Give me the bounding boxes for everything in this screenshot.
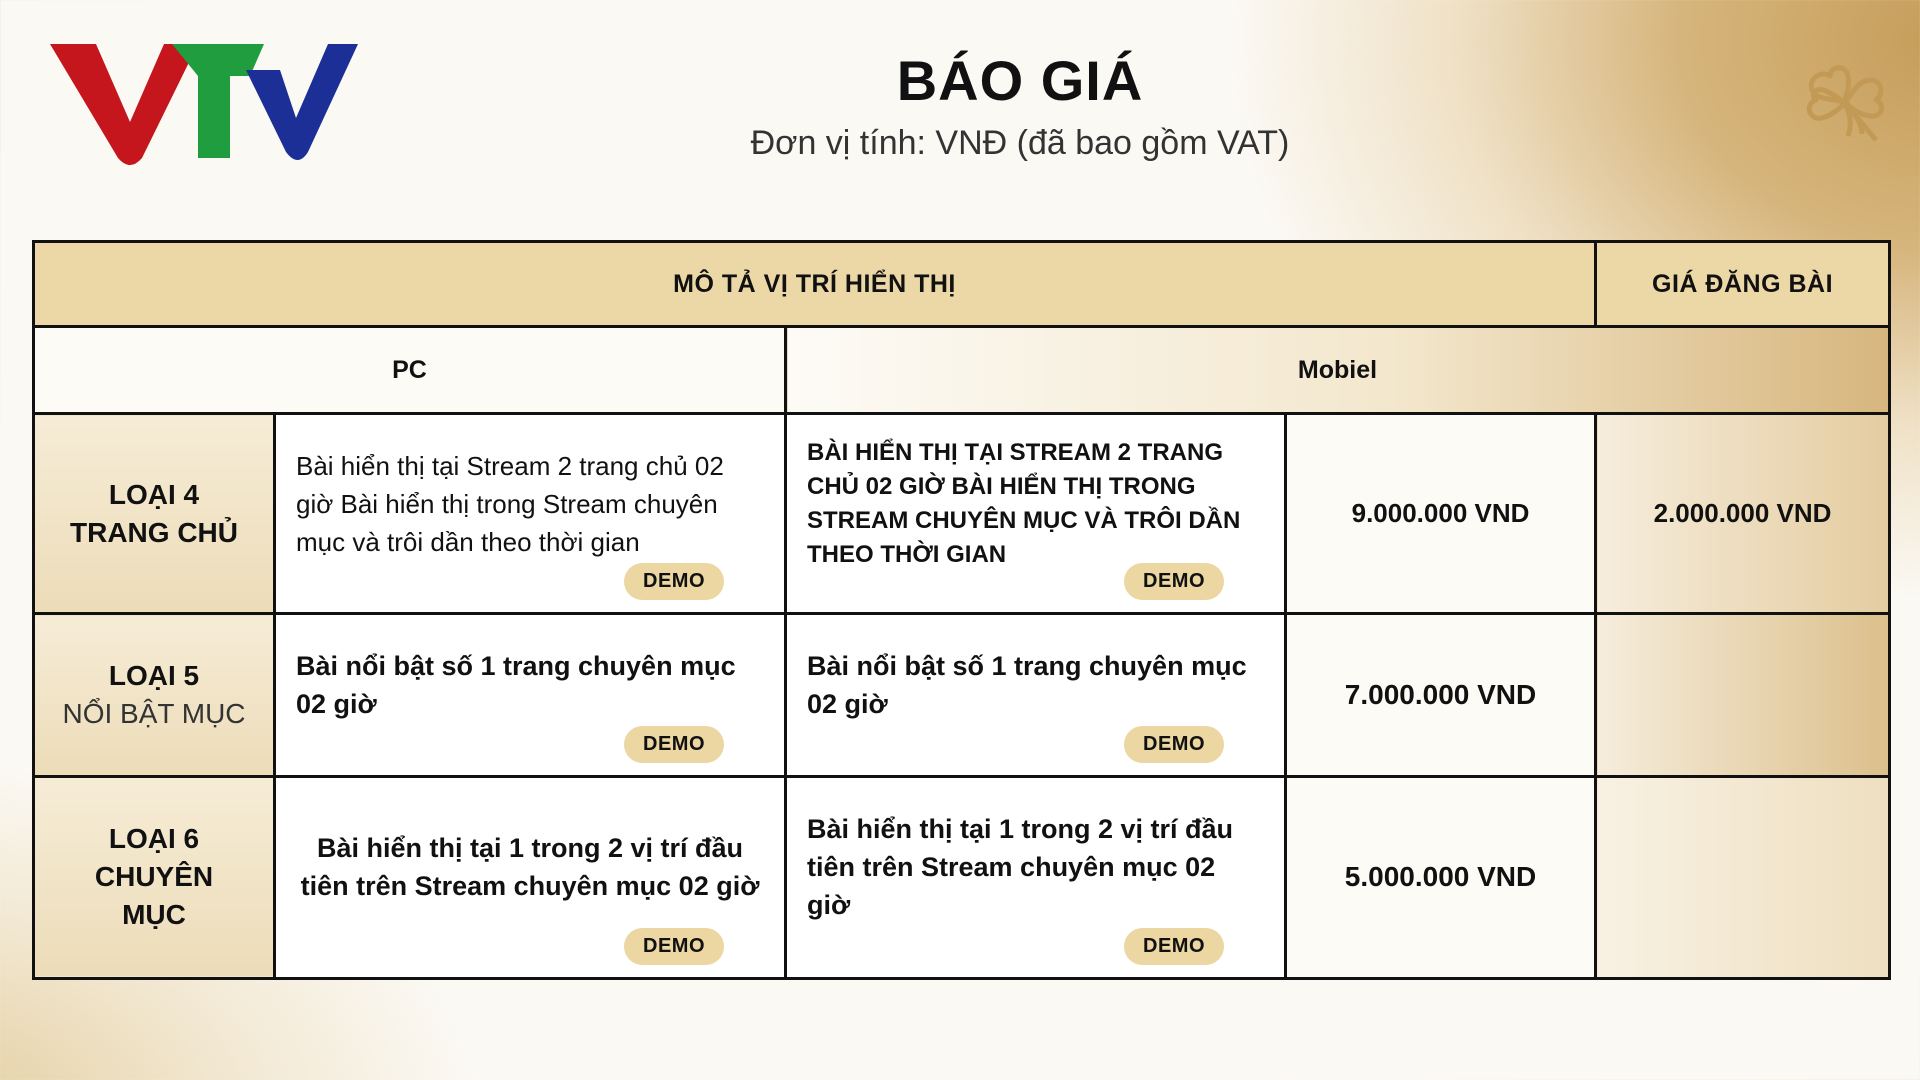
page-title: BÁO GIÁ [896,49,1144,112]
table-row [34,776,1890,978]
table-row [34,414,1890,614]
price-cell: 5.000.000 VND [1286,776,1596,978]
pc-desc-cell [275,776,786,978]
type-cell [34,414,275,614]
demo-button[interactable]: DEMO [1124,563,1224,600]
header-price: GIÁ ĐĂNG BÀI [1596,242,1890,327]
mobile-desc-cell [786,614,1286,776]
pc-description: Bài nổi bật số 1 trang chuyên mục 02 giờ [296,651,736,720]
type-main: LOẠI 6 [108,823,200,855]
demo-button[interactable]: DEMO [624,563,724,600]
type-main: LOẠI 4 [108,478,200,510]
type-sub: NỔI BẬT MỤC [62,698,246,730]
pc-description: Bài hiển thị tại 1 trong 2 vị trí đầu tiên trên Stream chuyên mục 02 giờ [300,833,760,902]
type-sub: TRANG CHỦ [70,516,238,548]
type-sub: CHUYÊN MỤC [94,861,214,931]
empty-price-cell [1596,776,1890,978]
mobile-desc-cell [786,414,1286,614]
demo-button[interactable]: DEMO [624,726,724,763]
header-description: MÔ TẢ VỊ TRÍ HIỂN THỊ [34,242,1596,327]
type-main: LOẠI 5 [108,660,200,692]
mobile-desc-cell [786,776,1286,978]
price-cell: 7.000.000 VND [1286,614,1596,776]
price-cell: 9.000.000 VND [1286,414,1596,614]
pc-description: Bài hiển thị tại Stream 2 trang chủ 02 giờ Bài hiển thị trong Stream chuyên mục và trôi dần theo thời gian [296,450,724,557]
type-cell [34,614,275,776]
demo-button[interactable]: DEMO [1124,928,1224,965]
price-cell: 2.000.000 VND [1596,414,1890,614]
empty-price-cell [1596,614,1890,776]
subheader-pc: PC [34,327,786,414]
subheader-mobile: Mobiel [786,327,1890,414]
table-row [34,614,1890,776]
demo-button[interactable]: DEMO [624,928,724,965]
demo-button[interactable]: DEMO [1124,726,1224,763]
mobile-description: Bài hiển thị tại 1 trong 2 vị trí đầu tiên trên Stream chuyên mục 02 giờ [807,814,1234,921]
page-subtitle: Đơn vị tính: VNĐ (đã bao gồm VAT) [750,124,1290,162]
mobile-description: Bài nổi bật số 1 trang chuyên mục 02 giờ [807,651,1247,720]
pc-desc-cell [275,414,786,614]
type-cell [34,776,275,978]
price-table [32,240,1891,980]
mobile-description: BÀI HIỂN THỊ TẠI STREAM 2 TRANG CHỦ 02 GIỜ BÀI HIỂN THỊ TRONG STREAM CHUYÊN MỤC VÀ TRÔI DẦN THEO THỜI GIAN [807,438,1241,568]
pc-desc-cell [275,614,786,776]
